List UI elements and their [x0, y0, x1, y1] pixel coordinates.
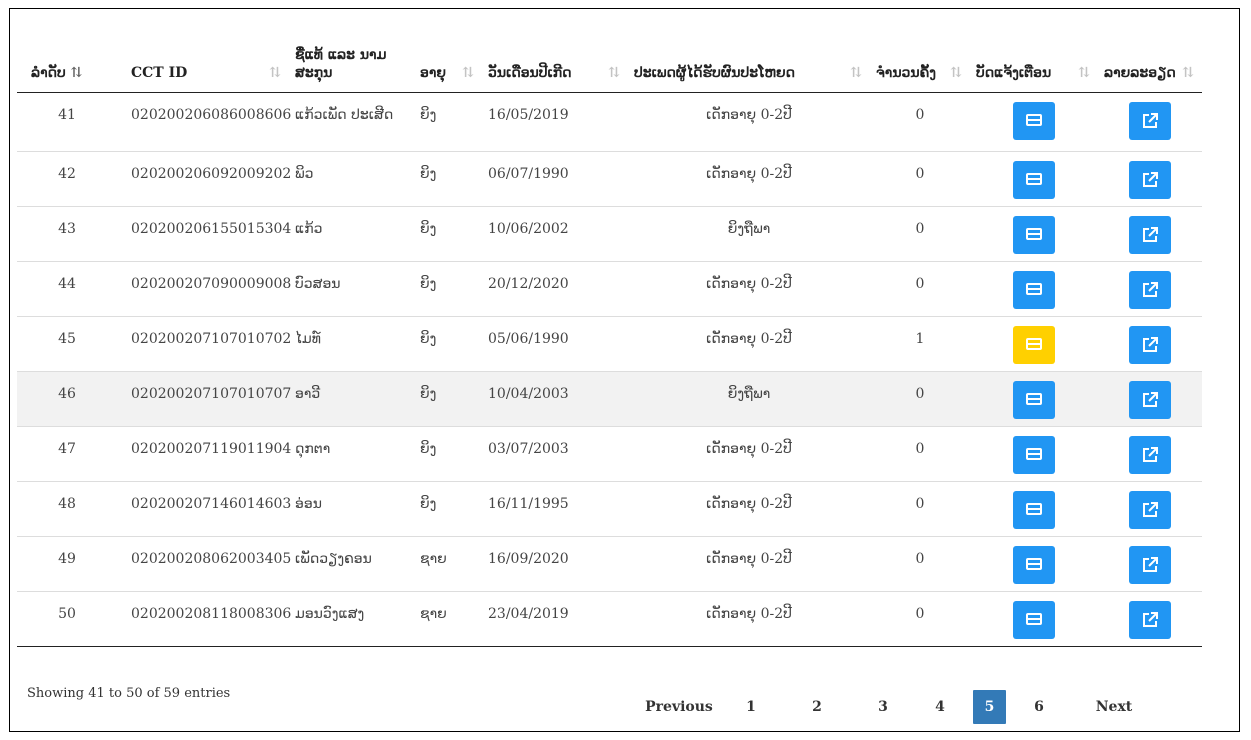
cct-id-cell: 020200206155015304 — [117, 207, 289, 262]
column-header-dob[interactable]: ວັນເດືອນປີເກີດ ⇅ — [482, 18, 628, 93]
pagination-page-6[interactable]: 6 — [1034, 699, 1044, 715]
sort-icon: ⇅ — [608, 65, 620, 81]
sex-cell: ຍິງ — [414, 93, 482, 152]
details-button[interactable] — [1129, 381, 1171, 419]
name-cell: ເພັດວຽງຄອນ — [289, 537, 414, 592]
table-row — [17, 427, 1202, 482]
cct-id-cell: 020200208118008306 — [117, 592, 289, 647]
alert-card-button[interactable] — [1013, 436, 1055, 474]
beneficiary-type-cell: ເດັກອາຍຸ 0-2ປີ — [628, 262, 870, 317]
external-link-icon — [1141, 446, 1159, 464]
external-link-icon — [1141, 226, 1159, 244]
dob-cell: 16/09/2020 — [482, 537, 628, 592]
name-cell: ໄມທ໌ — [289, 317, 414, 372]
beneficiary-type-cell: ເດັກອາຍຸ 0-2ປີ — [628, 537, 870, 592]
alert-card-button[interactable] — [1013, 491, 1055, 529]
column-header-alert-card[interactable]: ບັດແຈ້ງເຕືອນ ⇅ — [970, 18, 1098, 93]
count-cell: 0 — [870, 93, 970, 152]
sort-icon: ⇅ — [1182, 65, 1194, 81]
row-number: 46 — [17, 372, 117, 427]
dob-cell: 10/06/2002 — [482, 207, 628, 262]
count-cell: 0 — [870, 262, 970, 317]
cct-id-cell: 020200206086008606 — [117, 93, 289, 152]
external-link-icon — [1141, 171, 1159, 189]
credit-card-icon — [1026, 448, 1042, 460]
dob-cell: 16/05/2019 — [482, 93, 628, 152]
external-link-icon — [1141, 281, 1159, 299]
count-cell: 0 — [870, 592, 970, 647]
dob-cell: 20/12/2020 — [482, 262, 628, 317]
row-number: 47 — [17, 427, 117, 482]
credit-card-icon — [1026, 173, 1042, 185]
column-header-cct-id[interactable]: CCT ID ⇅ — [117, 18, 289, 93]
count-cell: 0 — [870, 427, 970, 482]
dob-cell: 10/04/2003 — [482, 372, 628, 427]
cct-id-cell: 020200207107010707 — [117, 372, 289, 427]
sort-icon: ⇅ — [1078, 65, 1090, 81]
details-button[interactable] — [1129, 436, 1171, 474]
external-link-icon — [1141, 391, 1159, 409]
alert-card-cell — [970, 207, 1098, 262]
beneficiary-type-cell: ເດັກອາຍຸ 0-2ປີ — [628, 93, 870, 152]
column-header-no[interactable]: ລຳດັບ ⇅ — [17, 18, 117, 93]
cct-id-cell: 020200206092009202 — [117, 152, 289, 207]
credit-card-icon — [1026, 283, 1042, 295]
name-cell: ແກ້ວ — [289, 207, 414, 262]
details-button[interactable] — [1129, 161, 1171, 199]
beneficiary-type-cell: ເດັກອາຍຸ 0-2ປີ — [628, 317, 870, 372]
alert-card-button[interactable] — [1013, 161, 1055, 199]
alert-card-cell — [970, 93, 1098, 152]
table-row — [17, 372, 1202, 427]
table-row — [17, 152, 1202, 207]
table-row — [17, 482, 1202, 537]
sort-ascending-icon: ⇅ — [70, 65, 83, 81]
credit-card-icon — [1026, 228, 1042, 240]
row-number: 44 — [17, 262, 117, 317]
table-row — [17, 93, 1202, 152]
column-header-name[interactable]: ຊື່ແທ້ ແລະ ນາມສະກຸນ — [289, 18, 414, 93]
details-cell — [1098, 372, 1202, 427]
beneficiary-table — [17, 18, 1202, 647]
alert-card-button[interactable] — [1013, 601, 1055, 639]
sex-cell: ຊາຍ — [414, 592, 482, 647]
alert-card-cell — [970, 372, 1098, 427]
alert-card-cell — [970, 317, 1098, 372]
sex-cell: ຍິງ — [414, 482, 482, 537]
external-link-icon — [1141, 501, 1159, 519]
alert-card-cell — [970, 592, 1098, 647]
details-cell — [1098, 93, 1202, 152]
alert-card-cell — [970, 537, 1098, 592]
alert-card-button[interactable] — [1013, 102, 1055, 140]
sex-cell: ຍິງ — [414, 262, 482, 317]
alert-card-cell — [970, 427, 1098, 482]
external-link-icon — [1141, 611, 1159, 629]
column-header-count[interactable]: ຈຳນວນຄັ້ງ ⇅ — [870, 18, 970, 93]
sex-cell: ຍິງ — [414, 372, 482, 427]
table-header — [17, 18, 1202, 93]
details-button[interactable] — [1129, 271, 1171, 309]
count-cell: 1 — [870, 317, 970, 372]
table-info: Showing 41 to 50 of 59 entries — [27, 686, 231, 701]
beneficiary-type-cell: ຍິງຖືພາ — [628, 372, 870, 427]
details-button[interactable] — [1129, 491, 1171, 529]
name-cell: ດຸກຕາ — [289, 427, 414, 482]
details-button[interactable] — [1129, 216, 1171, 254]
details-cell — [1098, 482, 1202, 537]
alert-card-button[interactable] — [1013, 271, 1055, 309]
sort-icon: ⇅ — [950, 65, 962, 81]
name-cell: ພິວ — [289, 152, 414, 207]
pagination-page-3[interactable]: 3 — [878, 699, 888, 715]
count-cell: 0 — [870, 537, 970, 592]
pagination-previous[interactable]: Previous — [645, 699, 713, 715]
dob-cell: 16/11/1995 — [482, 482, 628, 537]
beneficiary-type-cell: ຍິງຖືພາ — [628, 207, 870, 262]
pagination-page-5-current[interactable]: 5 — [973, 690, 1006, 724]
column-header-sex[interactable]: ອາຍຸ ⇅ — [414, 18, 482, 93]
details-cell — [1098, 537, 1202, 592]
alert-card-cell — [970, 152, 1098, 207]
dob-cell: 06/07/1990 — [482, 152, 628, 207]
cct-id-cell: 020200207146014603 — [117, 482, 289, 537]
row-number: 48 — [17, 482, 117, 537]
details-cell — [1098, 207, 1202, 262]
details-button[interactable] — [1129, 102, 1171, 140]
cct-id-cell: 020200207119011904 — [117, 427, 289, 482]
dob-cell: 05/06/1990 — [482, 317, 628, 372]
credit-card-icon — [1026, 114, 1042, 126]
details-cell — [1098, 262, 1202, 317]
alert-card-cell — [970, 482, 1098, 537]
column-header-details[interactable]: ລາຍລະອຽດ ⇅ — [1098, 18, 1202, 93]
pagination — [640, 690, 1156, 724]
name-cell: ອ່ອນ — [289, 482, 414, 537]
details-button[interactable] — [1129, 326, 1171, 364]
sex-cell: ຍິງ — [414, 427, 482, 482]
external-link-icon — [1141, 336, 1159, 354]
sort-icon: ⇅ — [850, 65, 862, 81]
external-link-icon — [1141, 556, 1159, 574]
name-cell: ບົວສອນ — [289, 262, 414, 317]
count-cell: 0 — [870, 207, 970, 262]
alert-card-button[interactable] — [1013, 381, 1055, 419]
credit-card-icon — [1026, 338, 1042, 350]
beneficiary-type-cell: ເດັກອາຍຸ 0-2ປີ — [628, 592, 870, 647]
row-number: 45 — [17, 317, 117, 372]
row-number: 43 — [17, 207, 117, 262]
credit-card-icon — [1026, 503, 1042, 515]
external-link-icon — [1141, 112, 1159, 130]
sex-cell: ຊາຍ — [414, 537, 482, 592]
sex-cell: ຍິງ — [414, 207, 482, 262]
pagination-next[interactable]: Next — [1095, 699, 1133, 715]
dob-cell: 03/07/2003 — [482, 427, 628, 482]
details-cell — [1098, 317, 1202, 372]
row-number: 42 — [17, 152, 117, 207]
alert-card-button[interactable] — [1013, 216, 1055, 254]
credit-card-icon — [1026, 558, 1042, 570]
name-cell: ອາວີ — [289, 372, 414, 427]
beneficiary-type-cell: ເດັກອາຍຸ 0-2ປີ — [628, 152, 870, 207]
count-cell: 0 — [870, 372, 970, 427]
pagination-page-4[interactable]: 4 — [935, 699, 945, 715]
row-number: 49 — [17, 537, 117, 592]
row-number: 41 — [17, 93, 117, 152]
cct-id-cell: 020200207107010702 — [117, 317, 289, 372]
details-cell — [1098, 592, 1202, 647]
alert-card-cell — [970, 262, 1098, 317]
alert-card-button[interactable] — [1013, 546, 1055, 584]
details-button[interactable] — [1129, 601, 1171, 639]
sort-icon: ⇅ — [269, 65, 281, 81]
count-cell: 0 — [870, 482, 970, 537]
dob-cell: 23/04/2019 — [482, 592, 628, 647]
table-row — [17, 262, 1202, 317]
sort-icon: ⇅ — [462, 65, 474, 81]
details-cell — [1098, 152, 1202, 207]
cct-id-cell: 020200208062003405 — [117, 537, 289, 592]
details-button[interactable] — [1129, 546, 1171, 584]
pagination-page-2[interactable]: 2 — [812, 699, 822, 715]
credit-card-icon — [1026, 613, 1042, 625]
beneficiary-type-cell: ເດັກອາຍຸ 0-2ປີ — [628, 427, 870, 482]
table-row — [17, 207, 1202, 262]
details-cell — [1098, 427, 1202, 482]
count-cell: 0 — [870, 152, 970, 207]
beneficiary-type-cell: ເດັກອາຍຸ 0-2ປີ — [628, 482, 870, 537]
cct-id-cell: 020200207090009008 — [117, 262, 289, 317]
table-row — [17, 592, 1202, 647]
name-cell: ແກ້ວເພັດ ປະເສີດ — [289, 93, 414, 152]
credit-card-icon — [1026, 393, 1042, 405]
pagination-page-1[interactable]: 1 — [746, 699, 756, 715]
column-header-type[interactable]: ປະເພດຜູ້ໄດ້ຮັບຜົນປະໂຫຍດ ⇅ — [628, 18, 870, 93]
row-number: 50 — [17, 592, 117, 647]
table-row — [17, 317, 1202, 372]
alert-card-button-warning[interactable] — [1013, 326, 1055, 364]
sex-cell: ຍິງ — [414, 152, 482, 207]
sex-cell: ຍິງ — [414, 317, 482, 372]
table-row — [17, 537, 1202, 592]
name-cell: ມອນວົງແສງ — [289, 592, 414, 647]
